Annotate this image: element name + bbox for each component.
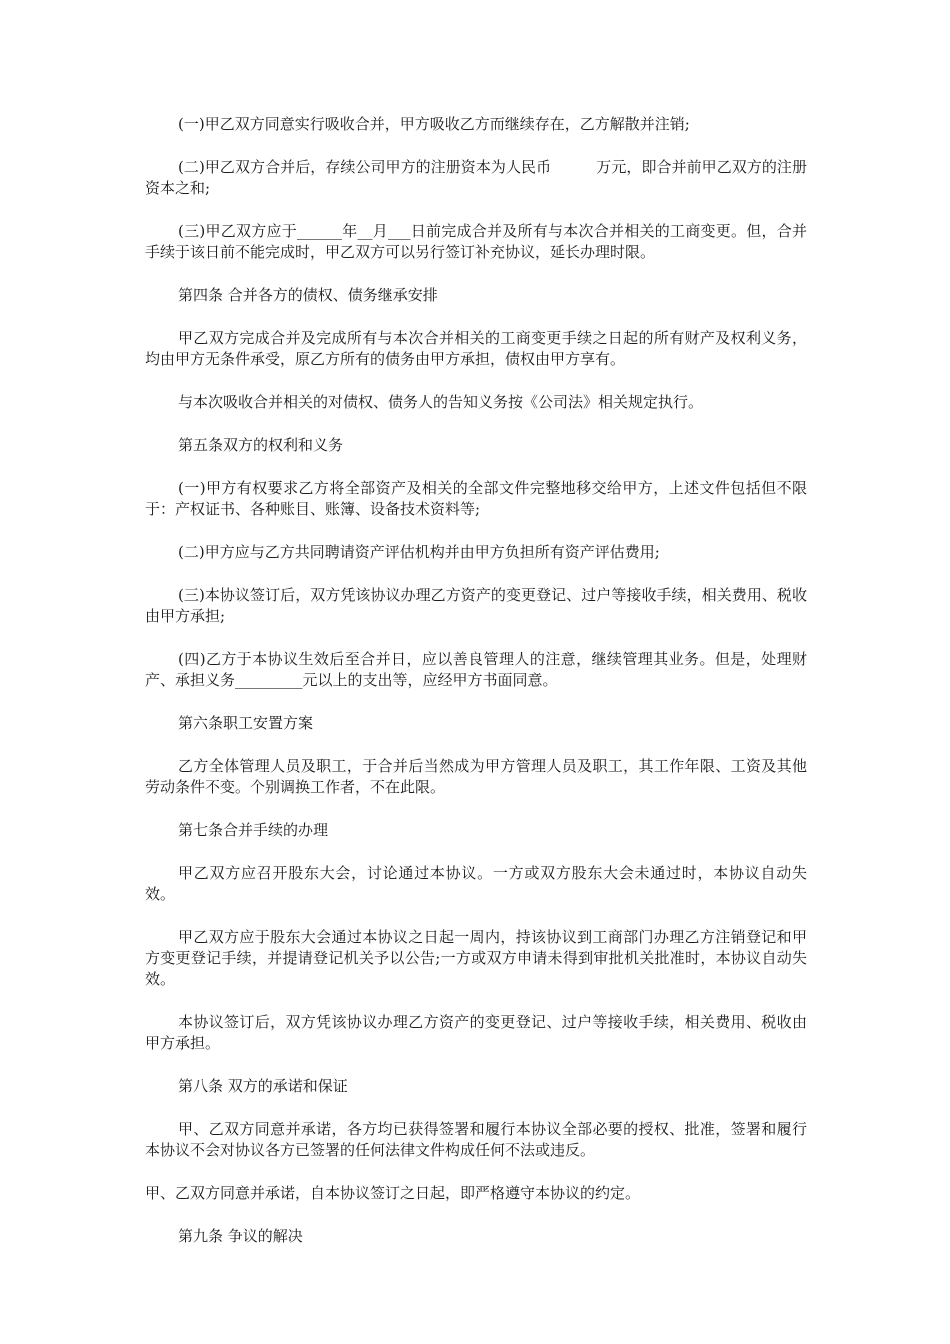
clause-paragraph: 甲、乙双方同意并承诺，各方均已获得签署和履行本协议全部必要的授权、批准，签署和履行本协议不会对协议各方已签署的任何法律文件构成任何不法或违反。: [145, 1120, 807, 1159]
document-body: [145, 114, 807, 1269]
article-heading: 第九条 争议的解决: [178, 1227, 303, 1245]
clause-paragraph: (一)甲方有权要求乙方将全部资产及相关的全部文件完整地移交给甲方，上述文件包括但不限于：产权证书、各种账目、账簿、设备技术资料等;: [145, 479, 807, 518]
clause-paragraph: 甲乙双方应于股东大会通过本协议之日起一周内，持该协议到工商部门办理乙方注销登记和甲方变更登记手续，并提请登记机关予以公告;一方或双方申请未得到审批机关批准时，本协议自动失效。: [145, 928, 807, 988]
article-heading: 第四条 合并各方的债权、债务继承安排: [178, 286, 438, 304]
clause-paragraph: (二)甲乙双方合并后，存续公司甲方的注册资本为人民币 万元，即合并前甲乙双方的注册资本之和;: [145, 158, 807, 197]
article-heading: 第七条合并手续的办理: [178, 821, 329, 839]
clause-paragraph: (三)甲乙双方应于______年__月___日前完成合并及所有与本次合并相关的工商变更。但，合并手续于该日前不能完成时，甲乙双方可以另行签订补充协议，延长办理时限。: [145, 222, 807, 261]
clause-paragraph: 甲乙双方完成合并及完成所有与本次合并相关的工商变更手续之日起的所有财产及权利义务，均由甲方无条件承受，原乙方所有的债务由甲方承担，债权由甲方享有。: [145, 329, 807, 368]
article-heading: 第五条双方的权利和义务: [178, 436, 344, 454]
clause-paragraph: (一)甲乙双方同意实行吸收合并，甲方吸收乙方而继续存在，乙方解散并注销;: [178, 115, 690, 133]
article-heading: 第八条 双方的承诺和保证: [178, 1077, 348, 1095]
clause-paragraph: (二)甲方应与乙方共同聘请资产评估机构并由甲方负担所有资产评估费用;: [178, 543, 660, 561]
clause-paragraph: 乙方全体管理人员及职工，于合并后当然成为甲方管理人员及职工，其工作年限、工资及其他劳动条件不变。个别调换工作者，不在此限。: [145, 757, 807, 796]
clause-paragraph: 本协议签订后，双方凭该协议办理乙方资产的变更登记、过户等接收手续，相关费用、税收由甲方承担。: [145, 1013, 807, 1052]
clause-paragraph-noindent: 甲、乙双方同意并承诺，自本协议签订之日起，即严格遵守本协议的约定。: [145, 1184, 641, 1202]
clause-paragraph: (三)本协议签订后，双方凭该协议办理乙方资产的变更登记、过户等接收手续，相关费用、税收由甲方承担;: [145, 586, 807, 625]
article-heading: 第六条职工安置方案: [178, 714, 314, 732]
clause-paragraph: 与本次吸收合并相关的对债权、债务人的告知义务按《公司法》相关规定执行。: [178, 393, 704, 411]
clause-paragraph: 甲乙双方应召开股东大会，讨论通过本协议。一方或双方股东大会未通过时，本协议自动失效。: [145, 864, 807, 903]
clause-paragraph: (四)乙方于本协议生效后至合并日，应以善良管理人的注意，继续管理其业务。但是，处理财产、承担义务_________元以上的支出等，应经甲方书面同意。: [145, 650, 807, 689]
